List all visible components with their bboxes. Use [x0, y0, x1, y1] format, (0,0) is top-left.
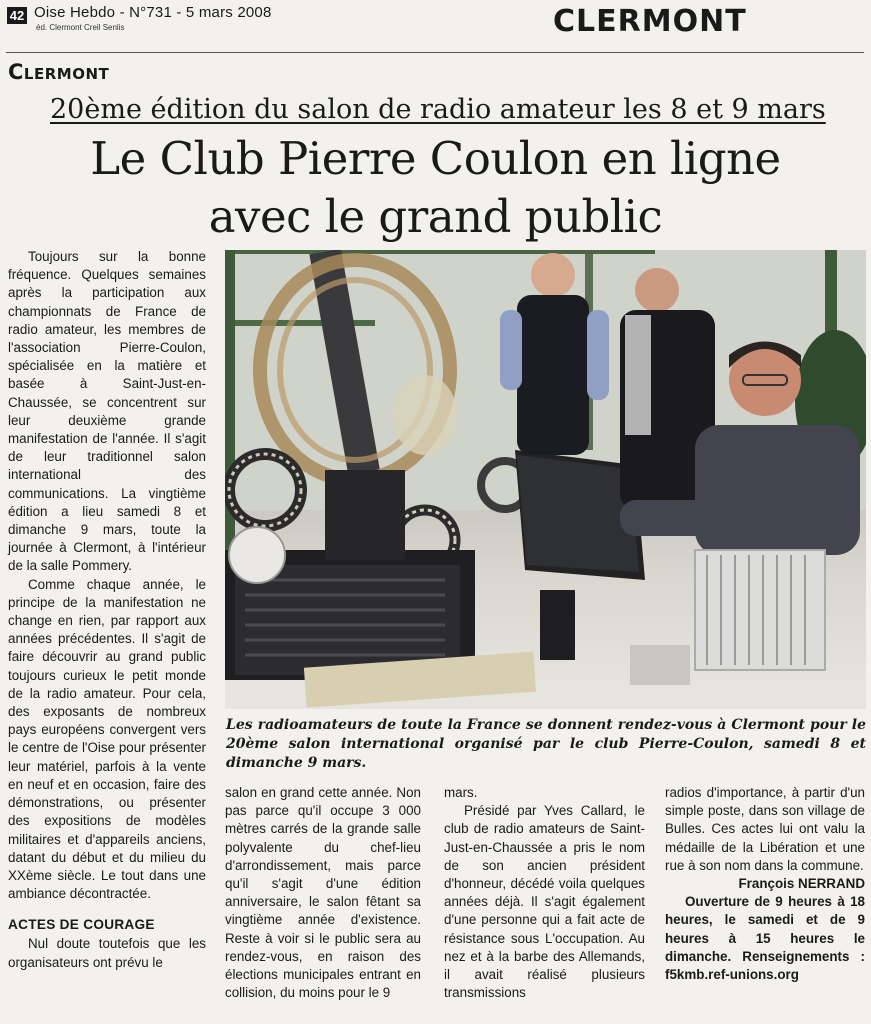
- photo-caption: Les radioamateurs de toute la France se donnent rendez-vous à Clermont pour le 20ème salon international organisé par le club Pierre-Coulon, samedi 8 et dimanche 9 mars.: [226, 717, 866, 771]
- paragraph: salon en grand cette année. Non pas parce qu'il occupe 3 000 mètres carrés de la grande salle polyvalente du chef-lieu d'arrondissement, mais parce qu'il s'agit d'une édition anniversaire, le salon fêtant sa vingtième année d'existence. Reste à voir si le public sera au rendez-vous, en raison des élections municipales entrant en collision, du moins pour le 9: [225, 785, 421, 1001]
- paragraph: radios d'importance, à partir d'un simple poste, dans son village de Bulles. Ces actes lui ont valu la médaille de la Libération et une rue à son nom dans la commune.: [665, 785, 865, 873]
- article-photo: [225, 250, 866, 709]
- radio-club-photo: [225, 250, 866, 709]
- article-column-2: [225, 784, 421, 1002]
- paragraph: mars.: [444, 785, 478, 800]
- subheading: ACTES DE COURAGE: [8, 917, 155, 933]
- page-number: 42: [7, 7, 27, 24]
- header-divider: [6, 52, 864, 53]
- headline-line-2: avec le grand public: [208, 190, 663, 243]
- section-title: CLERMONT: [553, 4, 747, 39]
- paragraph: Présidé par Yves Callard, le club de radio amateurs de Saint-Just-en-Chaussée a pris le nom de son ancien président d'honneur, décédé voila quelques années déjà. Il s'agit également d'une personne qui a fait acte de résistance sous L'occupation. Au nez et à la barbe des Allemands, il avait réalisé plusieurs transmissions: [444, 803, 645, 1001]
- paragraph: Comme chaque année, le principe de la manifestation ne change en rien, par rapport aux années précédentes. Il s'agit de faire découvrir au grand public toujours curieux le petit monde de la radio amateur. Pour cela, des exposants de nombreux pays européens convergent vers le centre de l'Oise pour présenter leur matériel, parfois à la vente en neuf et en occasion, faire des démonstrations, ou présenter des expositions de modèles militaires et d'appareils anciens, datant du début et du milieu du XXème siècle. Le tout dans une ambiance décontractée.: [8, 576, 206, 902]
- article-column-4: [665, 784, 865, 984]
- masthead: Oise Hebdo - N°731 - 5 mars 2008: [34, 4, 272, 21]
- author-signature: François NERRAND: [738, 876, 865, 892]
- article-column-1: [8, 248, 206, 972]
- section-label: Clermont: [8, 60, 110, 84]
- edition-line: éd. Clermont Creil Senlis: [36, 23, 125, 32]
- headline: [0, 130, 871, 246]
- paragraph: Nul doute toutefois que les organisateurs ont prévu le: [8, 936, 206, 970]
- paragraph: Toujours sur la bonne fréquence. Quelques semaines après la participation aux championnats de France de radio amateur, les membres de l'association Pierre-Coulon, spécialisée en la matière et basée à Saint-Just-en-Chaussée, se concentrent sur leur deuxième grande manifestation de l'année. Il s'agit de leur traditionnel salon international des communications. La vingtième édition a lieu samedi 8 et dimanche 9 mars, toute la journée à Clermont, à l'intérieur de la salle Pommery.: [8, 249, 206, 574]
- practical-info: Ouverture de 9 heures à 18 heures, le samedi et de 9 heures à 15 heures le dimanche. Renseignements : f5kmb.ref-unions.org: [665, 894, 865, 983]
- headline-line-1: Le Club Pierre Coulon en ligne: [90, 132, 781, 185]
- article-column-3: [444, 784, 645, 1002]
- kicker-title: 20ème édition du salon de radio amateur les 8 et 9 mars: [50, 94, 826, 125]
